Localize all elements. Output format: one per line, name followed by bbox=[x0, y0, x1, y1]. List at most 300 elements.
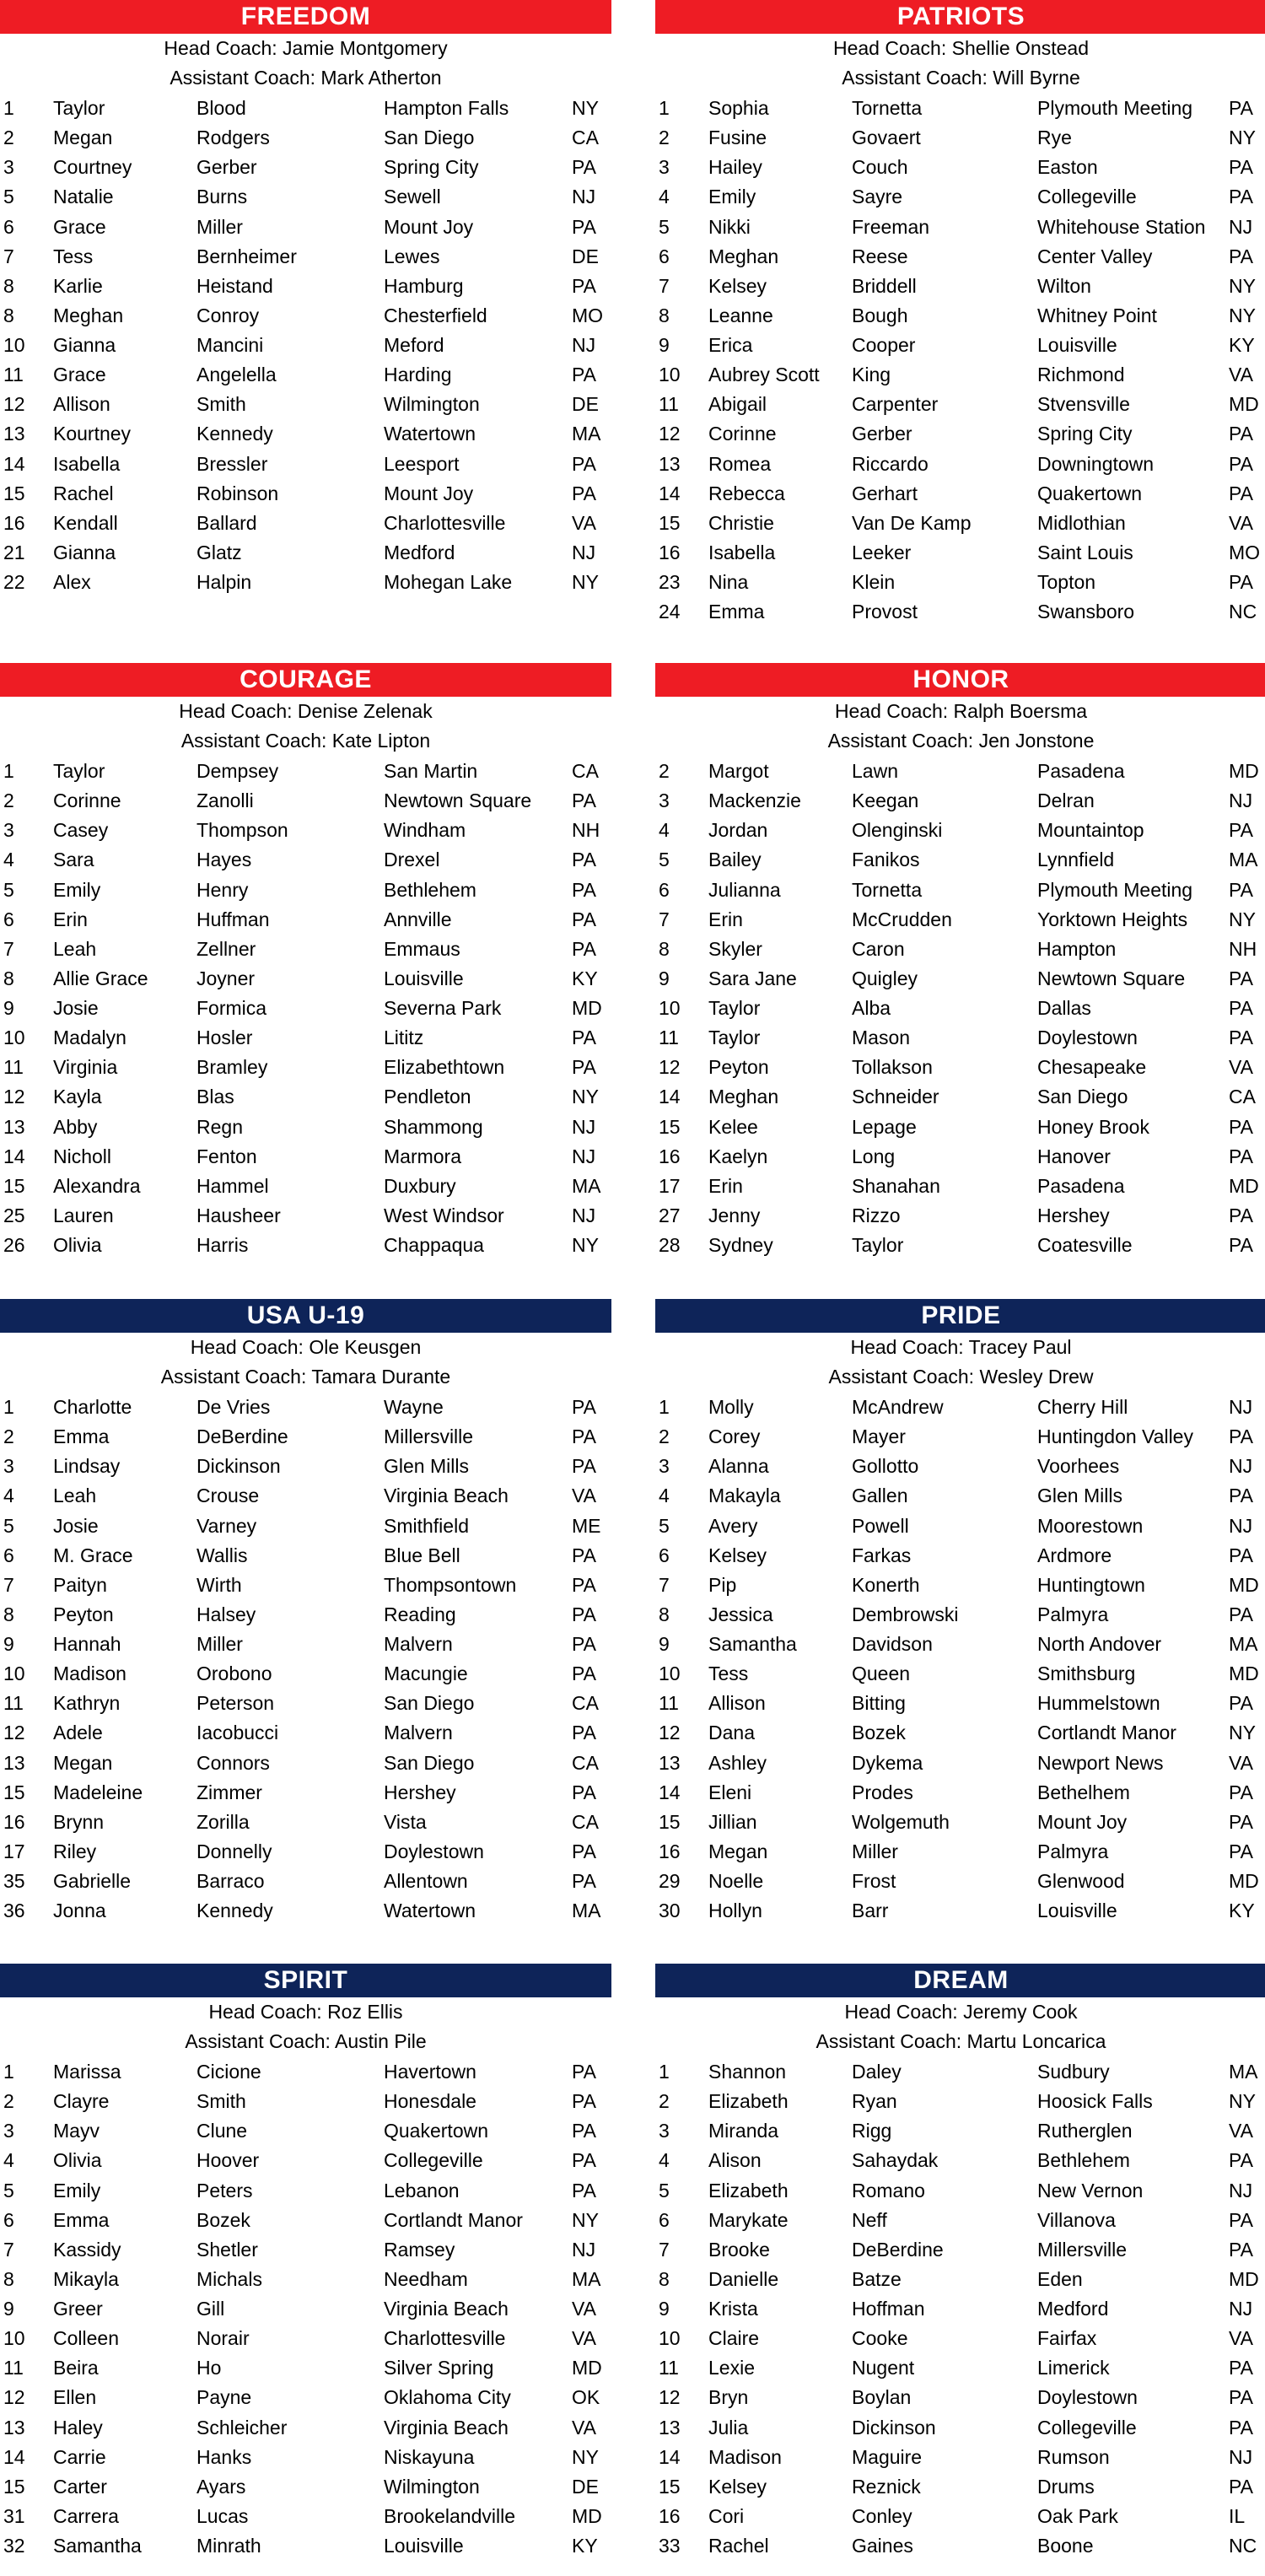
hometown: Malvern bbox=[384, 1722, 453, 1744]
jersey-number: 8 bbox=[3, 1603, 14, 1625]
last-name: Miller bbox=[196, 1633, 243, 1655]
last-name: Gerber bbox=[196, 156, 257, 179]
state: PA bbox=[572, 908, 596, 930]
roster-list bbox=[655, 1393, 1265, 1926]
first-name: Corinne bbox=[708, 423, 777, 445]
player-row bbox=[0, 1541, 611, 1571]
hometown: Cortlandt Manor bbox=[384, 2208, 523, 2231]
state: VA bbox=[572, 2298, 596, 2320]
head-coach: Head Coach: Ralph Boersma bbox=[834, 700, 1088, 722]
state: NJ bbox=[572, 1204, 596, 1226]
hometown: Glenwood bbox=[1037, 1870, 1125, 1892]
last-name: Carpenter bbox=[852, 393, 939, 416]
first-name: Peyton bbox=[53, 1603, 114, 1625]
player-row bbox=[0, 905, 611, 935]
first-name: Brooke bbox=[708, 2238, 770, 2261]
hometown: Malvern bbox=[384, 1633, 453, 1655]
first-name: Kendall bbox=[53, 511, 118, 534]
state: NY bbox=[572, 571, 599, 593]
state: NJ bbox=[1229, 2179, 1253, 2201]
hometown: Emmaus bbox=[384, 937, 460, 960]
hometown: Honesdale bbox=[384, 2090, 476, 2113]
hometown: Delran bbox=[1037, 790, 1095, 812]
state: PA bbox=[1229, 2238, 1253, 2261]
first-name: Sydney bbox=[708, 1234, 773, 1256]
last-name: Sayre bbox=[852, 186, 903, 208]
player-row bbox=[0, 1142, 611, 1172]
jersey-number: 11 bbox=[3, 364, 24, 386]
jersey-number: 26 bbox=[3, 1234, 25, 1256]
player-row bbox=[655, 1053, 1265, 1082]
player-row bbox=[0, 757, 611, 786]
jersey-number: 10 bbox=[3, 334, 25, 356]
player-row bbox=[0, 1023, 611, 1053]
team-block-spirit bbox=[0, 1964, 611, 2561]
state: PA bbox=[1229, 1603, 1253, 1625]
hometown: Lebanon bbox=[384, 2179, 460, 2201]
first-name: Gianna bbox=[53, 541, 116, 563]
player-row bbox=[655, 1422, 1265, 1452]
player-row bbox=[0, 845, 611, 875]
last-name: Miller bbox=[852, 1840, 898, 1862]
jersey-number: 8 bbox=[3, 2267, 14, 2290]
state: NY bbox=[572, 2208, 599, 2231]
team-name: PRIDE bbox=[655, 1299, 1265, 1333]
player-row bbox=[655, 1571, 1265, 1600]
roster-list bbox=[0, 94, 611, 597]
first-name: Sara Jane bbox=[708, 967, 797, 989]
player-row bbox=[0, 2443, 611, 2472]
jersey-number: 13 bbox=[3, 2416, 25, 2439]
first-name: Grace bbox=[53, 364, 106, 386]
last-name: Michals bbox=[196, 2267, 262, 2290]
state: PA bbox=[1229, 2416, 1253, 2439]
first-name: Kaelyn bbox=[708, 1145, 768, 1167]
jersey-number: 9 bbox=[659, 334, 670, 356]
first-name: Courtney bbox=[53, 156, 132, 179]
hometown: New Vernon bbox=[1037, 2179, 1144, 2201]
jersey-number: 12 bbox=[3, 1722, 25, 1744]
jersey-number: 10 bbox=[3, 1027, 25, 1049]
state: PA bbox=[1229, 2149, 1253, 2172]
player-row bbox=[655, 2235, 1265, 2265]
state: PA bbox=[1229, 878, 1253, 901]
player-row bbox=[655, 994, 1265, 1023]
player-row bbox=[0, 1113, 611, 1142]
first-name: Kayla bbox=[53, 1086, 102, 1108]
player-row bbox=[655, 2413, 1265, 2443]
last-name: Dickinson bbox=[852, 2416, 936, 2439]
state: MD bbox=[1229, 760, 1259, 782]
roster-list bbox=[655, 94, 1265, 627]
jersey-number: 11 bbox=[659, 393, 679, 416]
roster-list bbox=[655, 757, 1265, 1260]
state: MA bbox=[572, 2267, 601, 2290]
jersey-number: 24 bbox=[659, 601, 681, 623]
state: VA bbox=[572, 511, 596, 534]
first-name: Makayla bbox=[708, 1485, 781, 1507]
state: PA bbox=[1229, 1234, 1253, 1256]
player-row bbox=[655, 1600, 1265, 1630]
player-row bbox=[0, 2324, 611, 2353]
first-name: Josie bbox=[53, 1514, 99, 1537]
jersey-number: 5 bbox=[3, 2179, 14, 2201]
last-name: Peters bbox=[196, 2179, 253, 2201]
hometown: Pasadena bbox=[1037, 760, 1125, 782]
player-row bbox=[655, 419, 1265, 449]
jersey-number: 10 bbox=[659, 364, 681, 386]
hometown: Yorktown Heights bbox=[1037, 908, 1188, 930]
state: PA bbox=[1229, 1145, 1253, 1167]
first-name: Leah bbox=[53, 937, 97, 960]
hometown: Sewell bbox=[384, 186, 441, 208]
jersey-number: 11 bbox=[3, 1692, 24, 1715]
first-name: Greer bbox=[53, 2298, 103, 2320]
hometown: Hershey bbox=[384, 1781, 456, 1803]
last-name: DeBerdine bbox=[852, 2238, 944, 2261]
hometown: Ramsey bbox=[384, 2238, 455, 2261]
state: NY bbox=[572, 2445, 599, 2468]
state: PA bbox=[572, 849, 596, 871]
last-name: Alba bbox=[852, 997, 891, 1019]
first-name: Emily bbox=[708, 186, 756, 208]
jersey-number: 4 bbox=[659, 1485, 670, 1507]
hometown: Rye bbox=[1037, 127, 1072, 149]
state: PA bbox=[1229, 1115, 1253, 1138]
assistant-coach: Assistant Coach: Tamara Durante bbox=[160, 1366, 451, 1388]
player-row bbox=[0, 538, 611, 568]
jersey-number: 3 bbox=[3, 156, 14, 179]
team-name: FREEDOM bbox=[0, 0, 611, 34]
state: NY bbox=[572, 1086, 599, 1108]
hometown: Drums bbox=[1037, 2475, 1095, 2498]
first-name: Olivia bbox=[53, 2149, 102, 2172]
state: PA bbox=[572, 1663, 596, 1685]
first-name: Jenny bbox=[708, 1204, 761, 1226]
player-row bbox=[0, 2531, 611, 2561]
first-name: Colleen bbox=[53, 2327, 119, 2350]
state: VA bbox=[572, 1485, 596, 1507]
player-row bbox=[0, 1172, 611, 1201]
last-name: Taylor bbox=[852, 1234, 904, 1256]
state: PA bbox=[572, 1573, 596, 1596]
hometown: Meford bbox=[384, 334, 444, 356]
hometown: San Martin bbox=[384, 760, 478, 782]
player-row bbox=[0, 1808, 611, 1837]
jersey-number: 12 bbox=[659, 1722, 681, 1744]
state: KY bbox=[1229, 1900, 1255, 1922]
first-name: Allison bbox=[708, 1692, 766, 1715]
first-name: Leanne bbox=[708, 304, 773, 326]
hometown: Blue Bell bbox=[384, 1544, 460, 1566]
last-name: Dykema bbox=[852, 1751, 923, 1774]
hometown: Stvensville bbox=[1037, 393, 1130, 416]
state: PA bbox=[572, 1722, 596, 1744]
state: PA bbox=[1229, 482, 1253, 504]
state: PA bbox=[1229, 819, 1253, 842]
state: NY bbox=[1229, 304, 1256, 326]
first-name: Emily bbox=[53, 878, 101, 901]
jersey-number: 16 bbox=[659, 1145, 681, 1167]
last-name: Rodgers bbox=[196, 127, 270, 149]
jersey-number: 5 bbox=[3, 186, 14, 208]
state: PA bbox=[572, 1633, 596, 1655]
player-row bbox=[0, 2413, 611, 2443]
jersey-number: 15 bbox=[659, 511, 681, 534]
last-name: Bitting bbox=[852, 1692, 906, 1715]
assistant-coach: Assistant Coach: Austin Pile bbox=[185, 2030, 427, 2052]
state: PA bbox=[572, 878, 596, 901]
player-row bbox=[655, 2087, 1265, 2116]
player-row bbox=[0, 1867, 611, 1896]
player-row bbox=[655, 1837, 1265, 1867]
jersey-number: 15 bbox=[659, 1810, 681, 1833]
first-name: Gabrielle bbox=[53, 1870, 132, 1892]
jersey-number: 15 bbox=[659, 2475, 681, 2498]
state: NH bbox=[1229, 937, 1257, 960]
last-name: Gill bbox=[196, 2298, 225, 2320]
last-name: Norair bbox=[196, 2327, 250, 2350]
roster-list bbox=[0, 757, 611, 1260]
jersey-number: 7 bbox=[659, 1573, 670, 1596]
first-name: Josie bbox=[53, 997, 99, 1019]
player-row bbox=[0, 360, 611, 390]
jersey-number: 10 bbox=[659, 2327, 681, 2350]
first-name: Emma bbox=[53, 1425, 110, 1448]
last-name: Quigley bbox=[852, 967, 918, 989]
last-name: Fanikos bbox=[852, 849, 920, 871]
player-row bbox=[655, 1749, 1265, 1778]
last-name: Hanks bbox=[196, 2445, 252, 2468]
last-name: Mayer bbox=[852, 1425, 906, 1448]
hometown: Havertown bbox=[384, 2061, 476, 2083]
state: DE bbox=[572, 393, 599, 416]
jersey-number: 8 bbox=[3, 967, 14, 989]
jersey-number: 8 bbox=[659, 937, 670, 960]
hometown: Eden bbox=[1037, 2267, 1083, 2290]
last-name: Harris bbox=[196, 1234, 249, 1256]
team-block-honor bbox=[655, 663, 1265, 1260]
hometown: Louisville bbox=[1037, 334, 1117, 356]
state: MA bbox=[572, 1900, 601, 1922]
jersey-number: 33 bbox=[659, 2535, 681, 2557]
player-row bbox=[655, 1867, 1265, 1896]
assistant-coach: Assistant Coach: Mark Atherton bbox=[170, 67, 442, 89]
jersey-number: 32 bbox=[3, 2535, 25, 2557]
hometown: Chesterfield bbox=[384, 304, 487, 326]
jersey-number: 4 bbox=[659, 2149, 670, 2172]
player-row bbox=[0, 1452, 611, 1481]
roster-list bbox=[655, 2057, 1265, 2561]
jersey-number: 6 bbox=[3, 215, 14, 238]
first-name: Karlie bbox=[53, 274, 103, 297]
hometown: Moorestown bbox=[1037, 1514, 1144, 1537]
last-name: McAndrew bbox=[852, 1396, 944, 1418]
first-name: Bryn bbox=[708, 2386, 749, 2409]
state: NY bbox=[1229, 127, 1256, 149]
last-name: Bough bbox=[852, 304, 908, 326]
state: NJ bbox=[572, 541, 596, 563]
jersey-number: 11 bbox=[3, 2357, 24, 2379]
first-name: Bailey bbox=[708, 849, 762, 871]
last-name: Dempsey bbox=[196, 760, 279, 782]
state: NJ bbox=[1229, 1514, 1253, 1537]
state: ME bbox=[572, 1514, 601, 1537]
state: PA bbox=[572, 1870, 596, 1892]
player-row bbox=[0, 1600, 611, 1630]
jersey-number: 1 bbox=[3, 760, 14, 782]
state: PA bbox=[572, 2061, 596, 2083]
first-name: Adele bbox=[53, 1722, 103, 1744]
state: NY bbox=[572, 1234, 599, 1256]
state: VA bbox=[1229, 2120, 1253, 2142]
state: PA bbox=[572, 1840, 596, 1862]
jersey-number: 1 bbox=[3, 1396, 14, 1418]
state: PA bbox=[572, 1455, 596, 1478]
jersey-number: 1 bbox=[659, 1396, 670, 1418]
player-row bbox=[0, 331, 611, 360]
player-row bbox=[655, 2353, 1265, 2383]
jersey-number: 15 bbox=[659, 1115, 681, 1138]
jersey-number: 3 bbox=[659, 1455, 670, 1478]
first-name: Carrera bbox=[53, 2504, 119, 2527]
last-name: Fenton bbox=[196, 1145, 257, 1167]
first-name: Allison bbox=[53, 393, 110, 416]
state: PA bbox=[572, 1603, 596, 1625]
first-name: Alison bbox=[708, 2149, 762, 2172]
last-name: Lawn bbox=[852, 760, 898, 782]
hometown: Pasadena bbox=[1037, 1174, 1125, 1197]
first-name: Christie bbox=[708, 511, 774, 534]
last-name: Hayes bbox=[196, 849, 252, 871]
hometown: Doylestown bbox=[1037, 1027, 1138, 1049]
first-name: Madison bbox=[53, 1663, 126, 1685]
jersey-number: 8 bbox=[659, 2267, 670, 2290]
state: PA bbox=[1229, 1485, 1253, 1507]
player-row bbox=[0, 2057, 611, 2087]
state: NJ bbox=[1229, 1455, 1253, 1478]
state: OK bbox=[572, 2386, 600, 2409]
player-row bbox=[0, 1659, 611, 1689]
state: MD bbox=[1229, 1573, 1259, 1596]
first-name: Dana bbox=[708, 1722, 755, 1744]
state: PA bbox=[1229, 97, 1253, 119]
hometown: Hoosick Falls bbox=[1037, 2090, 1153, 2113]
player-row bbox=[655, 757, 1265, 786]
hometown: Chesapeake bbox=[1037, 1056, 1147, 1079]
hometown: Allentown bbox=[384, 1870, 468, 1892]
last-name: Smith bbox=[196, 2090, 246, 2113]
first-name: Madison bbox=[708, 2445, 782, 2468]
hometown: Rutherglen bbox=[1037, 2120, 1133, 2142]
first-name: Taylor bbox=[53, 97, 105, 119]
player-row bbox=[0, 272, 611, 301]
last-name: Govaert bbox=[852, 127, 921, 149]
player-row bbox=[0, 2116, 611, 2146]
hometown: Annville bbox=[384, 908, 452, 930]
hometown: Brookelandville bbox=[384, 2504, 515, 2527]
state: VA bbox=[572, 2327, 596, 2350]
last-name: Lepage bbox=[852, 1115, 917, 1138]
state: PA bbox=[572, 1781, 596, 1803]
last-name: Cicione bbox=[196, 2061, 261, 2083]
player-row bbox=[655, 1023, 1265, 1053]
player-row bbox=[0, 1053, 611, 1082]
player-row bbox=[655, 964, 1265, 994]
first-name: Virginia bbox=[53, 1056, 118, 1079]
first-name: Carrie bbox=[53, 2445, 106, 2468]
first-name: Madalyn bbox=[53, 1027, 126, 1049]
last-name: Ho bbox=[196, 2357, 222, 2379]
player-row bbox=[655, 1778, 1265, 1808]
last-name: DeBerdine bbox=[196, 1425, 288, 1448]
last-name: Halpin bbox=[196, 571, 252, 593]
jersey-number: 6 bbox=[659, 245, 670, 267]
player-row bbox=[0, 182, 611, 212]
last-name: Lucas bbox=[196, 2504, 249, 2527]
last-name: Boylan bbox=[852, 2386, 912, 2409]
last-name: Glatz bbox=[196, 541, 242, 563]
last-name: Blas bbox=[196, 1086, 234, 1108]
first-name: Nina bbox=[708, 571, 749, 593]
team-name: COURAGE bbox=[0, 663, 611, 697]
first-name: Kathryn bbox=[53, 1692, 121, 1715]
first-name: Isabella bbox=[708, 541, 776, 563]
first-name: Leah bbox=[53, 1485, 97, 1507]
first-name: Kelee bbox=[708, 1115, 758, 1138]
jersey-number: 22 bbox=[3, 571, 25, 593]
last-name: Tollakson bbox=[852, 1056, 933, 1079]
hometown: Charlottesville bbox=[384, 2327, 506, 2350]
last-name: Clune bbox=[196, 2120, 248, 2142]
player-row bbox=[0, 1231, 611, 1260]
first-name: Taylor bbox=[708, 997, 761, 1019]
player-row bbox=[0, 1481, 611, 1511]
hometown: Watertown bbox=[384, 1900, 476, 1922]
jersey-number: 6 bbox=[3, 908, 14, 930]
player-row bbox=[0, 2472, 611, 2502]
state: KY bbox=[1229, 334, 1255, 356]
jersey-number: 14 bbox=[659, 1781, 681, 1803]
last-name: Peterson bbox=[196, 1692, 275, 1715]
player-row bbox=[0, 450, 611, 479]
last-name: Keegan bbox=[852, 790, 919, 812]
player-row bbox=[655, 2294, 1265, 2324]
player-row bbox=[655, 1481, 1265, 1511]
player-row bbox=[655, 597, 1265, 627]
state: PA bbox=[1229, 245, 1253, 267]
jersey-number: 2 bbox=[3, 127, 14, 149]
player-row bbox=[0, 2087, 611, 2116]
first-name: Claire bbox=[708, 2327, 760, 2350]
last-name: Tornetta bbox=[852, 878, 923, 901]
state: CA bbox=[572, 760, 599, 782]
last-name: Reznick bbox=[852, 2475, 921, 2498]
first-name: Kourtney bbox=[53, 423, 132, 445]
jersey-number: 15 bbox=[3, 1781, 25, 1803]
jersey-number: 11 bbox=[659, 1027, 679, 1049]
first-name: Molly bbox=[708, 1396, 754, 1418]
state: DE bbox=[572, 2475, 599, 2498]
hometown: Pendleton bbox=[384, 1086, 471, 1108]
hometown: Spring City bbox=[1037, 423, 1133, 445]
player-row bbox=[0, 242, 611, 272]
jersey-number: 5 bbox=[659, 215, 670, 238]
first-name: Cori bbox=[708, 2504, 745, 2527]
first-name: Pip bbox=[708, 1573, 737, 1596]
hometown: Medford bbox=[384, 541, 455, 563]
state: MA bbox=[1229, 1633, 1258, 1655]
